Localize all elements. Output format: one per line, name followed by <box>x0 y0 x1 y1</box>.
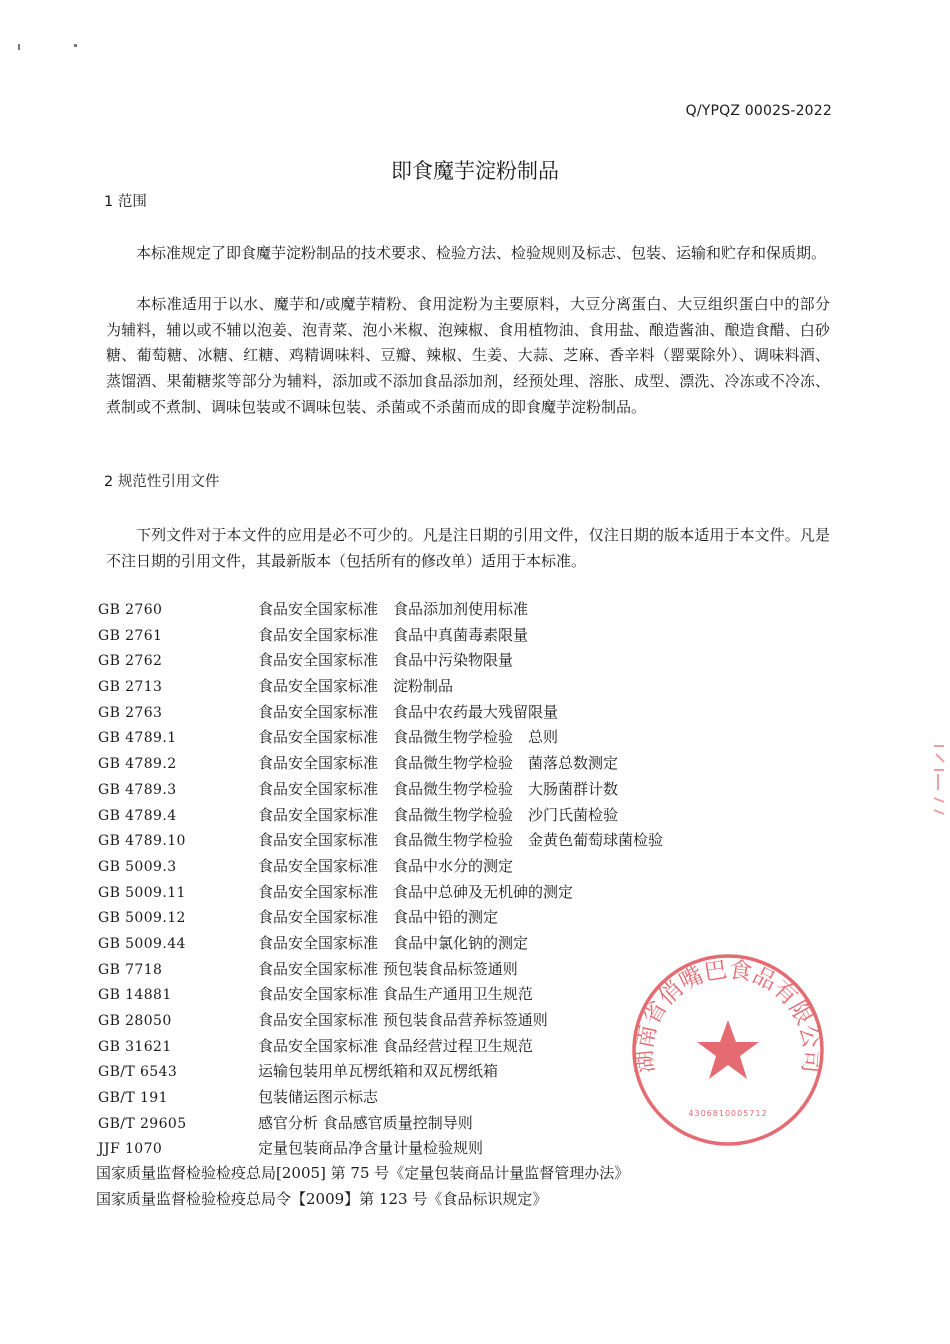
seal-number: 4306810005712 <box>688 1109 768 1118</box>
reference-title: 食品安全国家标准 预包装食品营养标签通则 <box>258 1011 548 1029</box>
reference-title: 食品安全国家标准 食品中污染物限量 <box>258 651 514 670</box>
reference-title: 包装储运图示标志 <box>258 1088 379 1107</box>
scan-speck <box>18 44 20 50</box>
reference-title: 食品安全国家标准 食品中铅的测定 <box>258 908 499 927</box>
reference-row <box>98 751 858 777</box>
reference-title: 感官分析 食品感官质量控制导则 <box>258 1113 473 1132</box>
seal-star-icon <box>697 1020 759 1079</box>
document-code: Q/YPQZ 0002S-2022 <box>685 103 832 119</box>
reference-row <box>98 828 858 854</box>
reference-code: GB/T 191 <box>98 1090 168 1107</box>
reference-title: 食品安全国家标准 食品微生物学检验 沙门氏菌检验 <box>258 805 619 824</box>
company-seal <box>628 950 828 1150</box>
reference-code: GB/T 29605 <box>98 1115 187 1132</box>
reference-title: 食品安全国家标准 食品微生物学检验 菌落总数测定 <box>258 754 619 773</box>
reference-title: 食品安全国家标准 食品生产通用卫生规范 <box>258 985 533 1004</box>
reference-row <box>98 725 858 751</box>
reference-title: 食品安全国家标准 食品中氯化钠的测定 <box>258 933 529 952</box>
section-heading-normative-references: 2 规范性引用文件 <box>104 474 220 490</box>
reference-title: 食品安全国家标准 食品中农药最大残留限量 <box>258 702 559 721</box>
reference-row <box>98 803 858 829</box>
reference-row <box>98 700 858 726</box>
reference-title: 运输包装用单瓦楞纸箱和双瓦楞纸箱 <box>258 1062 499 1081</box>
reference-code: GB 5009.11 <box>98 884 186 901</box>
reference-row <box>98 674 858 700</box>
reference-code: GB 5009.3 <box>98 858 177 875</box>
reference-code: GB 2713 <box>98 679 163 696</box>
reference-row <box>98 905 858 931</box>
scope-paragraph-2: 本标准适用于以水、魔芋和/或魔芋精粉、食用淀粉为主要原料，大豆分离蛋白、大豆组织蛋白中的部分为辅料，辅以或不辅以泡姜、泡青菜、泡小米椒、泡辣椒、食用植物油、食用盐、酿造酱油、酿造食醋、白砂糖、葡萄糖、冰糖、红糖、鸡精调味料、豆瓣、辣椒、生姜、大蒜、芝麻、香辛料（罂粟除外）、调味料酒、蒸馏酒、果葡糖浆等部分为辅料，添加或不添加食品添加剂，经预处理、溶胀、成型、漂洗、冷冻或不冷冻、煮制或不煮制、调味包装或不调味包装、杀菌或不杀菌而成的即食魔芋淀粉制品。 <box>106 295 830 416</box>
reference-code: GB 4789.3 <box>98 781 177 798</box>
reference-code: GB 28050 <box>98 1013 172 1029</box>
reference-code: GB 5009.12 <box>98 910 186 927</box>
reference-code: GB 5009.44 <box>98 935 186 952</box>
reference-code: GB/T 6543 <box>98 1064 178 1081</box>
section-heading-scope: 1 范围 <box>104 194 147 210</box>
scan-speck <box>74 44 77 47</box>
reference-title: 食品安全国家标准 食品中水分的测定 <box>258 856 514 875</box>
extra-reference-row: 国家质量监督检验检疫总局令【2009】第 123 号《食品标识规定》 <box>96 1190 548 1208</box>
reference-row <box>98 854 858 880</box>
reference-code: GB 4789.2 <box>98 756 177 773</box>
reference-code: GB 7718 <box>98 961 163 978</box>
reference-title: 食品安全国家标准 食品添加剂使用标准 <box>258 600 529 618</box>
reference-code: GB 4789.4 <box>98 807 177 824</box>
reference-title: 食品安全国家标准 预包装食品标签通则 <box>258 959 518 978</box>
reference-code: GB 4789.10 <box>98 833 186 850</box>
reference-row <box>98 648 858 674</box>
references-intro-paragraph: 下列文件对于本文件的应用是必不可少的。凡是注日期的引用文件，仅注日期的版本适用于本文件。凡是不注日期的引用文件，其最新版本（包括所有的修改单）适用于本标准。 <box>106 526 830 570</box>
reference-code: GB 31621 <box>98 1038 172 1055</box>
document-title: 即食魔芋淀粉制品 <box>391 159 559 183</box>
extra-reference-row: 国家质量监督检验检疫总局[2005] 第 75 号《定量包装商品计量监督管理办法》 <box>96 1164 630 1182</box>
reference-title: 食品安全国家标准 食品微生物学检验 总则 <box>258 728 559 747</box>
reference-code: GB 4789.1 <box>98 730 177 747</box>
reference-title: 食品安全国家标准 食品经营过程卫生规范 <box>258 1036 533 1055</box>
scope-paragraph-1: 本标准规定了即食魔芋淀粉制品的技术要求、检验方法、检验规则及标志、包装、运输和贮存和保质期。 <box>136 244 827 262</box>
reference-code: GB 14881 <box>98 987 172 1004</box>
reference-title: 食品安全国家标准 食品中总砷及无机砷的测定 <box>258 882 574 901</box>
reference-row <box>98 623 858 649</box>
seal-text: 湖南省俏嘴巴食品有限公司 <box>631 957 825 1075</box>
reference-title: 食品安全国家标准 淀粉制品 <box>258 677 454 696</box>
reference-code: GB 2761 <box>98 627 163 644</box>
seam-stamp-fragment <box>930 740 946 820</box>
reference-code: JJF 1070 <box>98 1141 163 1158</box>
reference-code: GB 2762 <box>98 653 163 670</box>
extra-reference-list <box>96 1160 629 1212</box>
reference-title: 食品安全国家标准 食品微生物学检验 金黄色葡萄球菌检验 <box>258 831 664 850</box>
reference-row <box>98 777 858 803</box>
reference-code: GB 2760 <box>98 602 163 618</box>
reference-row <box>98 597 858 623</box>
reference-title: 食品安全国家标准 食品微生物学检验 大肠菌群计数 <box>258 779 619 798</box>
reference-title: 定量包装商品净含量计量检验规则 <box>258 1139 484 1158</box>
reference-title: 食品安全国家标准 食品中真菌毒素限量 <box>258 625 529 644</box>
reference-row <box>98 880 858 906</box>
reference-code: GB 2763 <box>98 704 163 721</box>
